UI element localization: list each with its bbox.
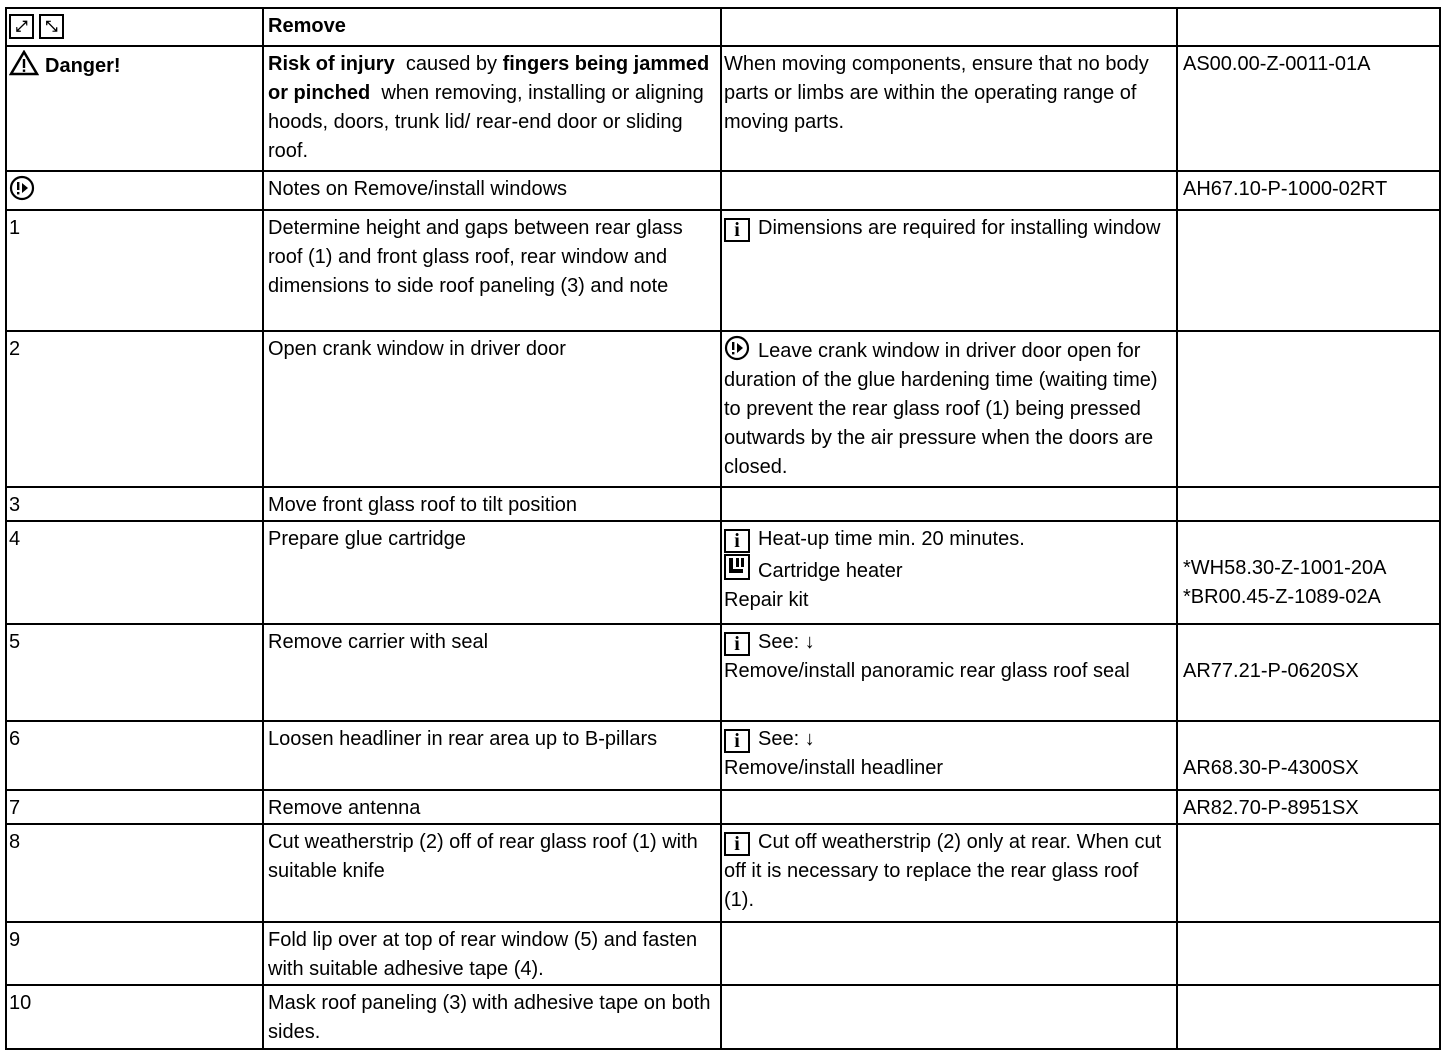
step-text: Remove antenna bbox=[263, 790, 721, 824]
step-row-3 bbox=[6, 487, 1440, 521]
header-row bbox=[6, 8, 1440, 46]
see-label: See: ↓ bbox=[758, 728, 815, 750]
info-icon: i bbox=[724, 832, 750, 856]
step-row-2 bbox=[6, 331, 1440, 487]
see-label: See: ↓ bbox=[758, 631, 815, 653]
tool-icon bbox=[724, 554, 750, 580]
step-text: Open crank window in driver door bbox=[263, 331, 721, 487]
see-ref[interactable]: AR68.30-P-4300SX bbox=[1183, 757, 1359, 779]
step-row-6 bbox=[6, 721, 1440, 790]
step-number: 3 bbox=[6, 487, 263, 521]
step-text: Mask roof paneling (3) with adhesive tape on both sides. bbox=[263, 985, 721, 1049]
step-number: 2 bbox=[6, 331, 263, 487]
step-row-4 bbox=[6, 521, 1440, 624]
step-text: Loosen headliner in rear area up to B-pillars bbox=[263, 721, 721, 790]
info-icon: i bbox=[724, 218, 750, 242]
step-text: Remove carrier with seal bbox=[263, 624, 721, 721]
step-number: 8 bbox=[6, 824, 263, 922]
step-number: 9 bbox=[6, 922, 263, 985]
step-number: 6 bbox=[6, 721, 263, 790]
notes-ref[interactable]: AH67.10-P-1000-02RT bbox=[1177, 171, 1440, 210]
see-link[interactable]: Remove/install panoramic rear glass roof seal bbox=[724, 660, 1130, 682]
danger-measure: When moving components, ensure that no body parts or limbs are within the operating range of moving parts. bbox=[721, 46, 1177, 171]
step-number: 10 bbox=[6, 985, 263, 1049]
collapse-icon[interactable]: ⤡ bbox=[39, 14, 64, 39]
expand-icon[interactable]: ⤢ bbox=[9, 14, 34, 39]
step-note: Heat-up time min. 20 minutes. bbox=[758, 528, 1025, 550]
header-icons-cell bbox=[6, 8, 263, 46]
step-note: Dimensions are required for installing window bbox=[758, 217, 1161, 239]
danger-cell bbox=[6, 46, 263, 171]
danger-row bbox=[6, 46, 1440, 171]
kit-label: Repair kit bbox=[724, 589, 809, 611]
step-row-5 bbox=[6, 624, 1440, 721]
step-note: Leave crank window in driver door open for duration of the glue hardening time (waiting time) to prevent the rear glass roof (1) being pressed outwards by the air pressure when the doors are closed. bbox=[724, 340, 1158, 478]
step-text: Move front glass roof to tilt position bbox=[263, 487, 721, 521]
kit-ref[interactable]: *BR00.45-Z-1089-02A bbox=[1183, 586, 1381, 608]
note-icon bbox=[724, 335, 750, 361]
info-icon: i bbox=[724, 529, 750, 553]
info-icon: i bbox=[724, 729, 750, 753]
step-text: Prepare glue cartridge bbox=[263, 521, 721, 624]
danger-description: Risk of injury caused by fingers being jammed or pinched when removing, installing or aligning hoods, doors, trunk lid/ rear-end door or sliding roof. bbox=[263, 46, 721, 171]
info-icon: i bbox=[724, 632, 750, 656]
notes-text: Notes on Remove/install windows bbox=[263, 171, 721, 210]
note-icon bbox=[9, 175, 35, 201]
procedure-table bbox=[5, 7, 1441, 1050]
step-number: 5 bbox=[6, 624, 263, 721]
notes-row bbox=[6, 171, 1440, 210]
step-row-1 bbox=[6, 210, 1440, 331]
step-ref[interactable]: AR82.70-P-8951SX bbox=[1177, 790, 1440, 824]
see-ref[interactable]: AR77.21-P-0620SX bbox=[1183, 660, 1359, 682]
step-text: Cut weatherstrip (2) off of rear glass roof (1) with suitable knife bbox=[263, 824, 721, 922]
step-row-8 bbox=[6, 824, 1440, 922]
header-title: Remove bbox=[263, 8, 721, 46]
tool-label: Cartridge heater bbox=[758, 560, 903, 582]
step-row-7 bbox=[6, 790, 1440, 824]
step-number: 1 bbox=[6, 210, 263, 331]
warning-triangle-icon bbox=[9, 50, 39, 76]
step-number: 4 bbox=[6, 521, 263, 624]
danger-label: Danger! bbox=[45, 55, 121, 77]
tool-ref[interactable]: *WH58.30-Z-1001-20A bbox=[1183, 557, 1387, 579]
danger-ref[interactable]: AS00.00-Z-0011-01A bbox=[1177, 46, 1440, 171]
step-row-10 bbox=[6, 985, 1440, 1049]
step-number: 7 bbox=[6, 790, 263, 824]
step-text: Determine height and gaps between rear glass roof (1) and front glass roof, rear window and dimensions to side roof paneling (3) and note bbox=[263, 210, 721, 331]
see-link[interactable]: Remove/install headliner bbox=[724, 757, 944, 779]
step-text: Fold lip over at top of rear window (5) and fasten with suitable adhesive tape (4). bbox=[263, 922, 721, 985]
step-note: Cut off weatherstrip (2) only at rear. When cut off it is necessary to replace the rear glass roof (1). bbox=[724, 831, 1162, 911]
step-row-9 bbox=[6, 922, 1440, 985]
